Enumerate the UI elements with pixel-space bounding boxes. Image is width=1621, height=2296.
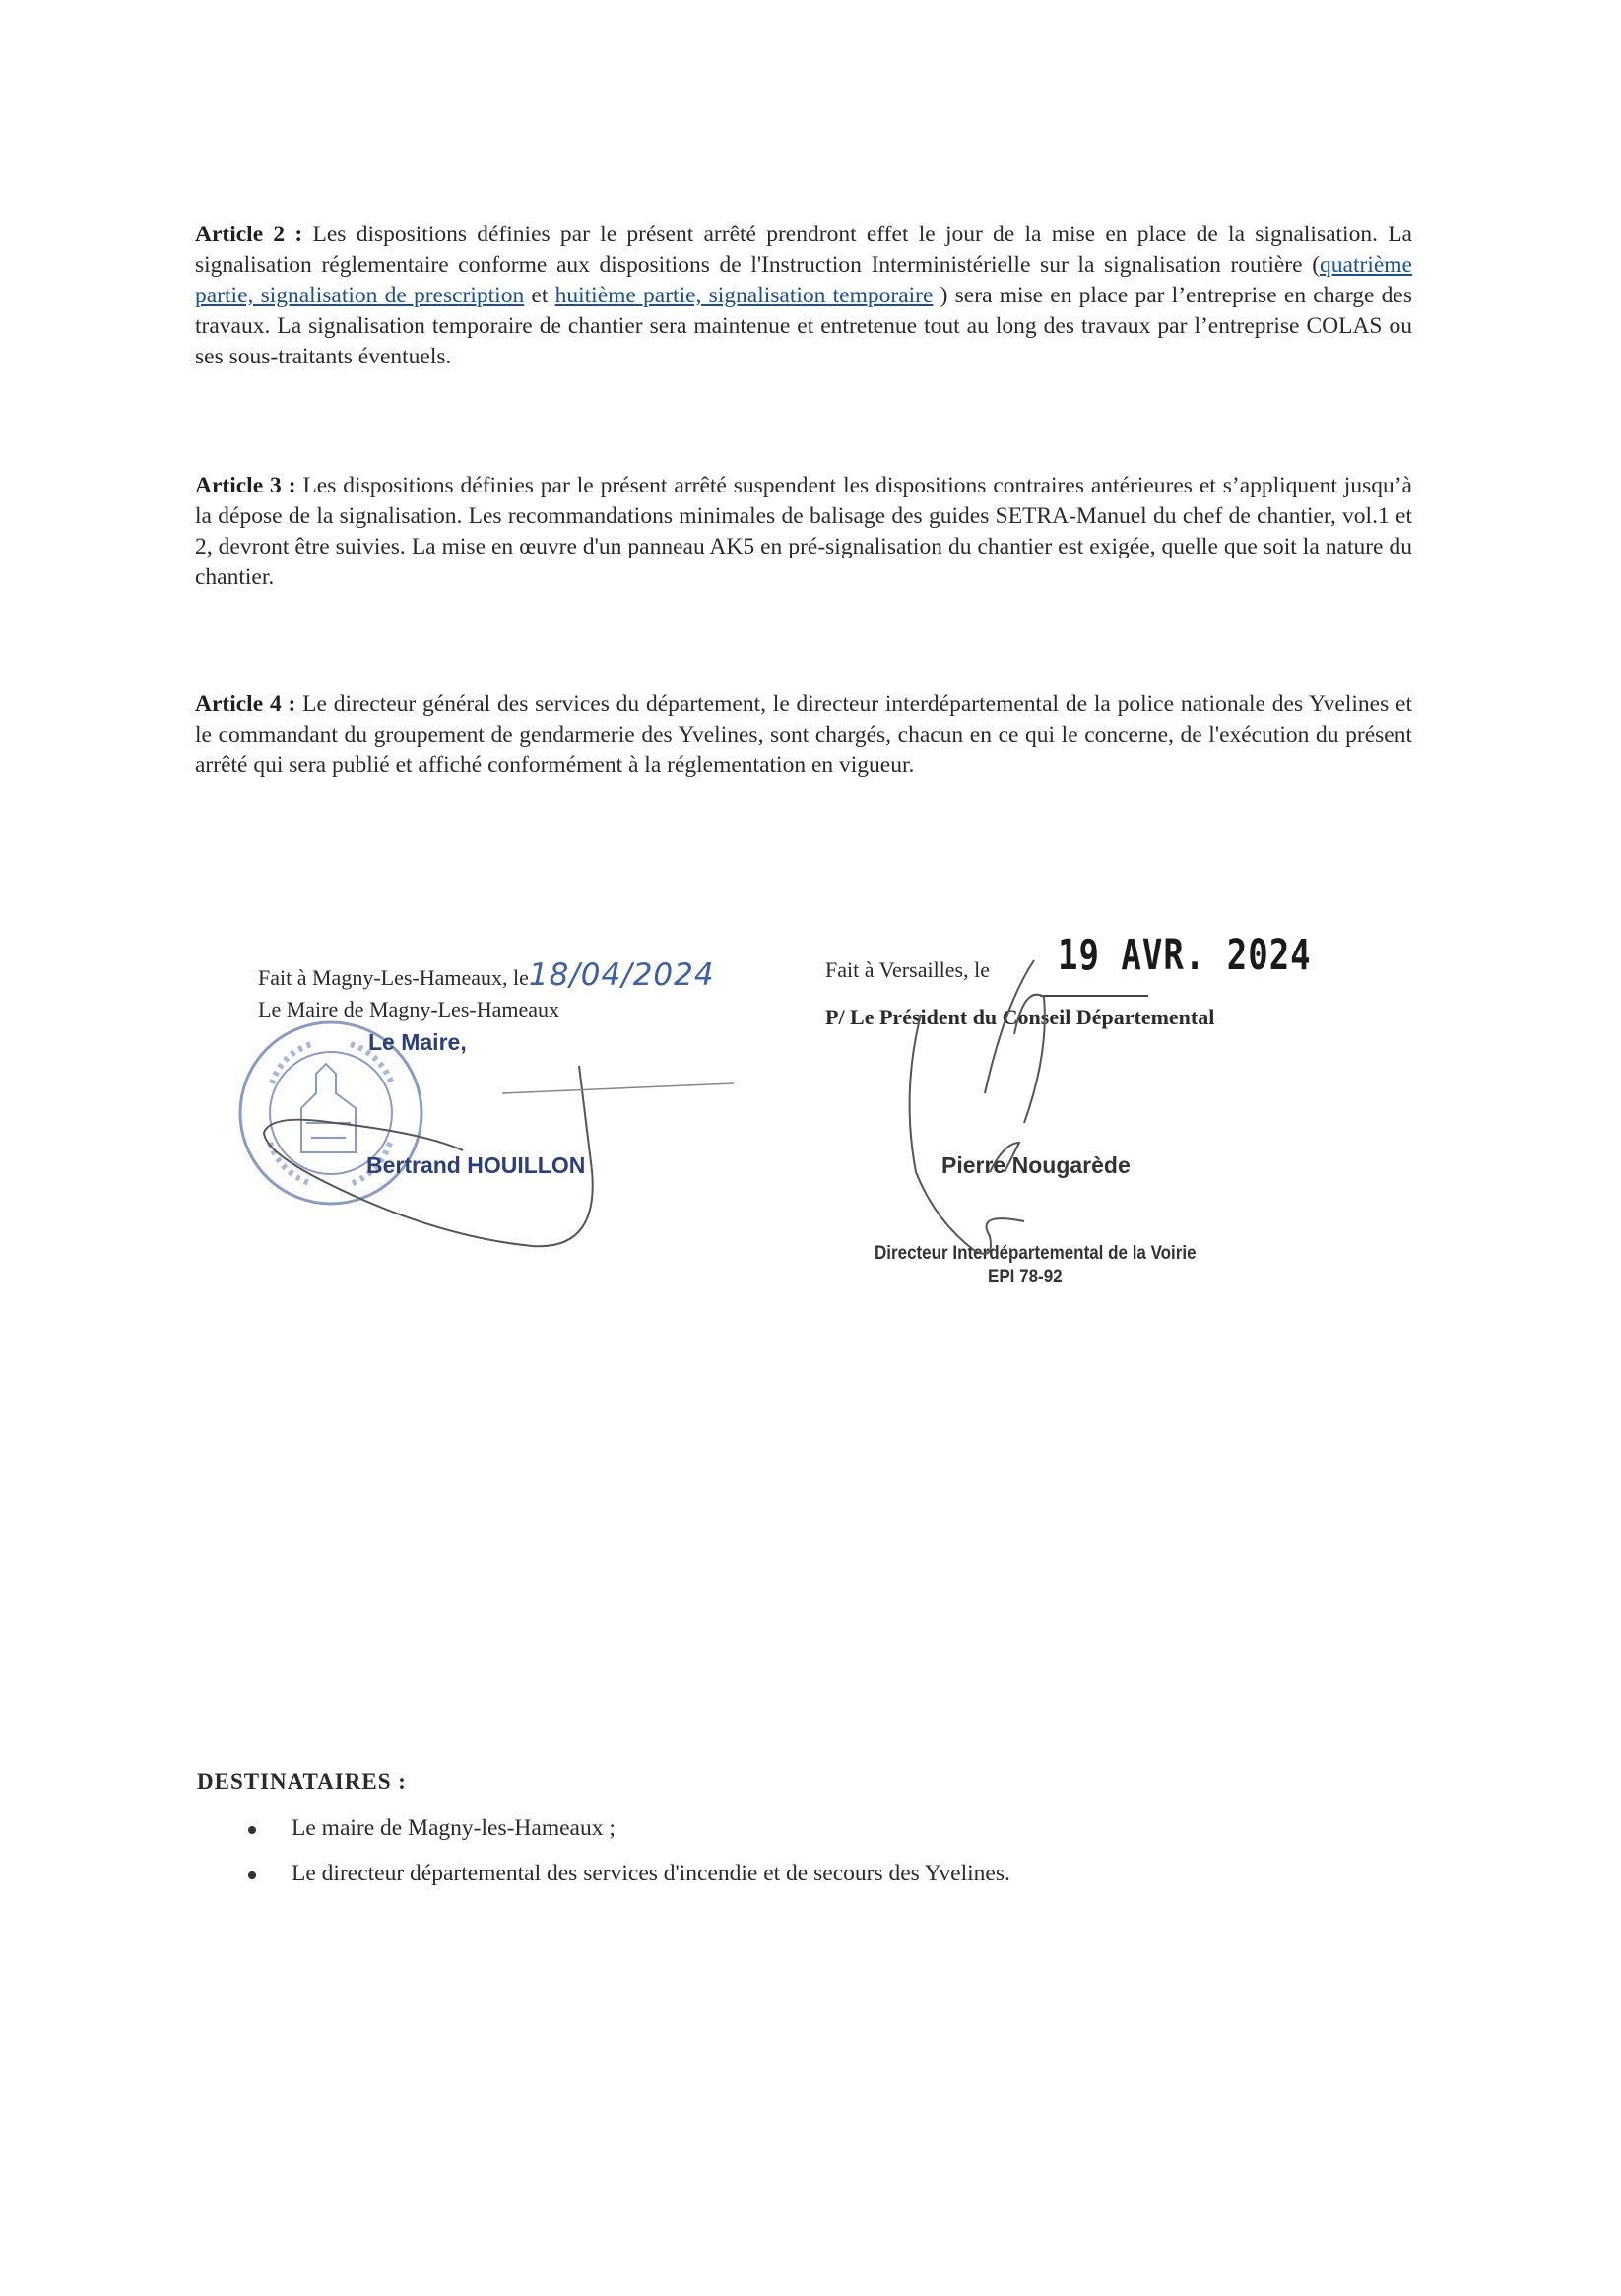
article-2-label: Article 2 : [195, 222, 303, 247]
signatory-name: Pierre Nougarède [941, 1152, 1131, 1178]
article-2-text-part3: ) sera mise en place par l’entreprise en charge des travaux. La signalisation temporaire de chantier sera maintenue et entretenue tout au long des travaux par l’entreprise COLAS ou ses sous-traitants éventuels. [195, 283, 1413, 369]
right-stamped-date: 19 AVR. 2024 [1058, 931, 1312, 980]
article-3 [195, 471, 1412, 593]
mayor-stamp-title: Le Maire, [368, 1029, 467, 1055]
mayor-stamp-name: Bertrand HOUILLON [366, 1152, 586, 1178]
article-2 [195, 220, 1412, 372]
list-item: Le maire de Magny-les-Hameaux ; [248, 1808, 1010, 1854]
left-handwritten-date: 18/04/2024 [528, 957, 715, 993]
date-underline [1040, 995, 1148, 997]
signatory-unit: EPI 78-92 [988, 1265, 1063, 1287]
left-title-line: Le Maire de Magny-Les-Hameaux [258, 997, 560, 1021]
article-2-text-part1: Les dispositions définies par le présent arrêté prendront effet le jour de la mise en place de la signalisation. La signalisation réglementaire conforme aux dispositions de l'Instruction Interministérielle sur la signalisation routière ( [195, 222, 1412, 278]
article-3-text: Les dispositions définies par le présent arrêté suspendent les dispositions contraires antérieures et s’appliquent jusqu’à la dépose de la signalisation. Les recommandations minimales de balisage des guides SETRA-Manuel du chef de chantier, vol.1 et 2, devront être suivies. La mise en œuvre d'un panneau AK5 en pré-signalisation du chantier est exigée, quelle que soit la nature du chantier. [195, 473, 1412, 590]
link-quatrieme-partie[interactable]: quatrième partie, signalisation de prescription [195, 252, 1412, 308]
list-item: Le directeur départemental des services d'incendie et de secours des Yvelines. [248, 1854, 1010, 1899]
right-title-line: P/ Le Président du Conseil Départemental [825, 1005, 1215, 1029]
recipients-list [248, 1808, 1010, 1899]
signatory-title: Directeur Interdépartemental de la Voirie [875, 1241, 1197, 1264]
left-place-line [258, 959, 810, 994]
article-3-label: Article 3 : [195, 473, 296, 498]
article-2-text-part2: et [524, 283, 555, 308]
right-place-text: Fait à Versailles, le [825, 957, 990, 982]
left-place-text: Fait à Magny-Les-Hameaux, le [258, 965, 529, 990]
article-4-label: Article 4 : [195, 691, 296, 717]
article-4 [195, 689, 1412, 781]
link-huitieme-partie[interactable]: huitième partie, signalisation temporaire [554, 283, 934, 308]
article-4-text: Le directeur général des services du département, le directeur interdépartemental de la police nationale des Yvelines et le commandant du groupement de gendarmerie des Yvelines, sont chargés, chacun en ce qui le concerne, de l'exécution du présent arrêté qui sera publié et affiché conformément à la réglementation en vigueur. [195, 691, 1412, 778]
recipients-heading: DESTINATAIRES : [197, 1769, 407, 1794]
